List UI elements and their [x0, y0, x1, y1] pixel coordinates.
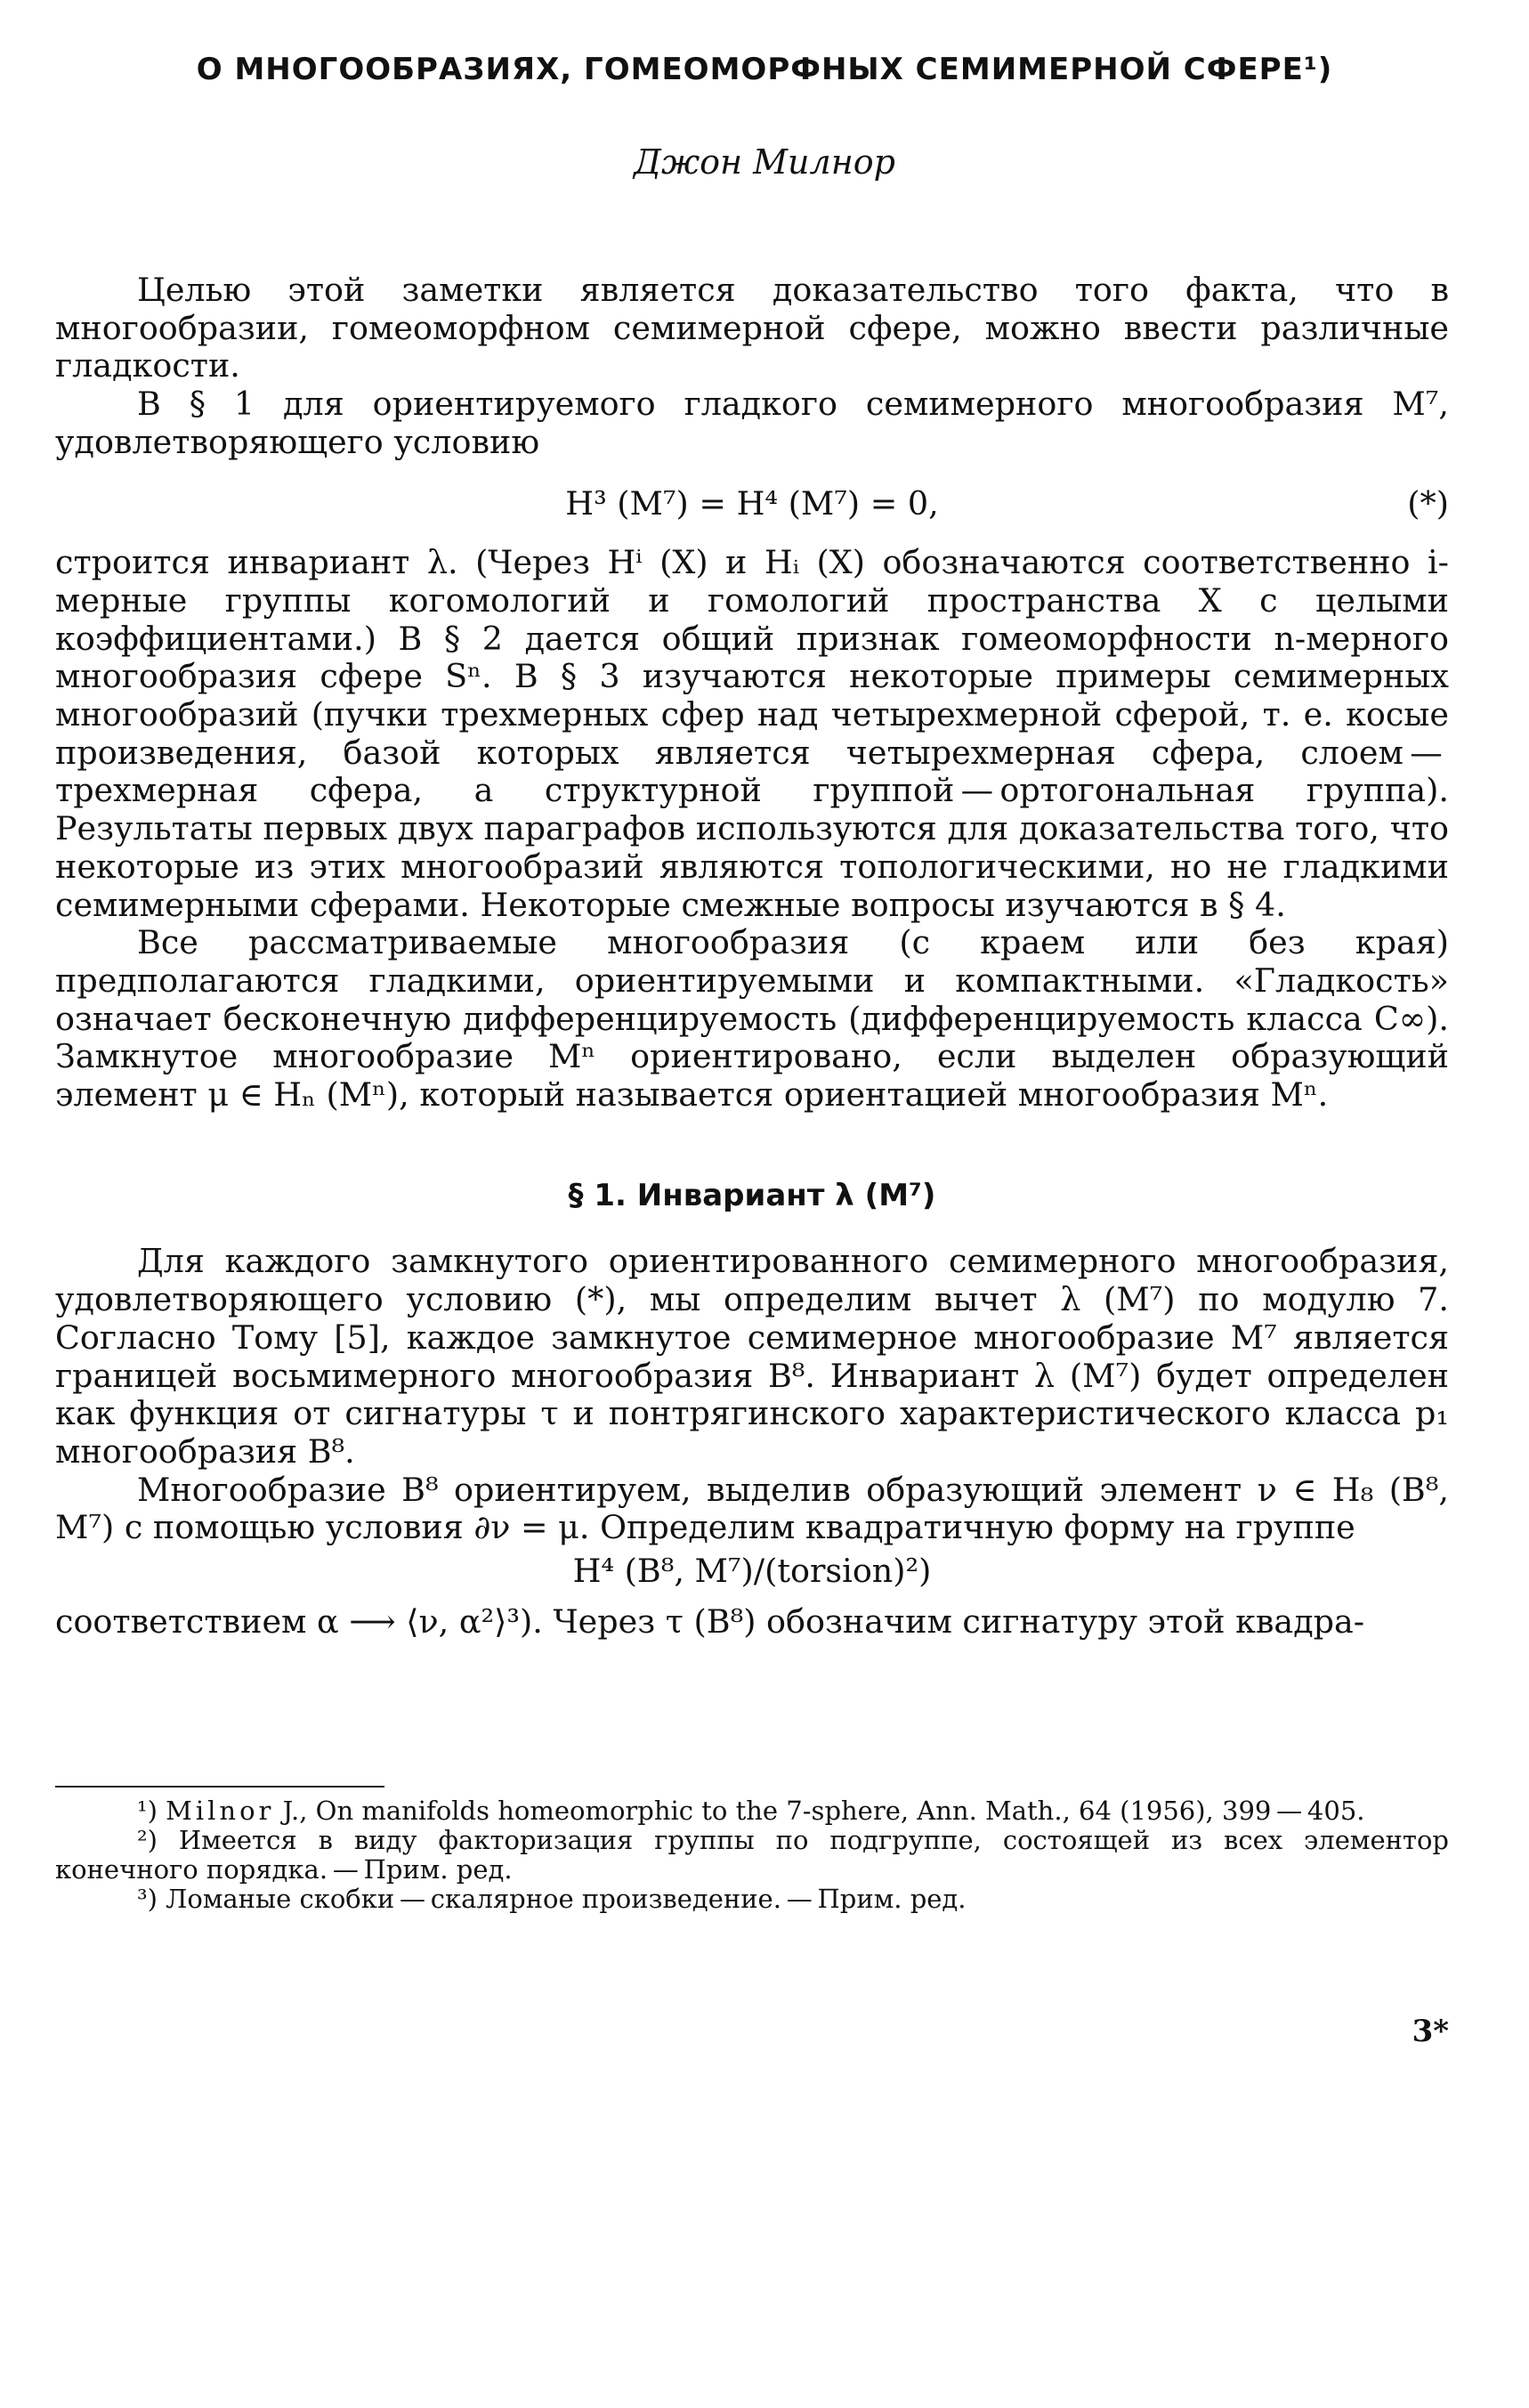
paragraph-outline: В § 1 для ориентируемого гладкого семимерного многообразия M⁷, удовлетворяющего условию — [55, 385, 1449, 461]
formula-group — [55, 1553, 1449, 1591]
author-name: Джон Милнор — [634, 142, 895, 182]
page-number: 3* — [1412, 2014, 1449, 2049]
formula-text: H³ (M⁷) = H⁴ (M⁷) = 0, — [565, 483, 939, 523]
footnote-divider — [55, 1786, 384, 1788]
footnote-2 — [55, 1826, 1449, 1885]
paragraph-purpose: Целью этой заметки является доказательство того факта, что в многообразии, гомеоморфном семимерной сфере, можно ввести различные гладкости. — [55, 271, 1449, 385]
formula-group-text: H⁴ (B⁸, M⁷)/(torsion)²) — [572, 1552, 932, 1591]
footnote-3 — [55, 1885, 1449, 1914]
formula-tag: (*) — [1407, 483, 1449, 523]
section-heading: § 1. Инвариант λ (M⁷) — [568, 1177, 936, 1213]
footnote-1 — [55, 1796, 1449, 1826]
paragraph-definition: Для каждого замкнутого ориентированного семимерного многообразия, удовлетворяющего условию (*), мы определим вычет λ (M⁷) по модулю 7. Согласно Тому [5], каждое замкнутое семимерное многообразие M⁷ является границей восьмимерного многообразия B⁸. Инвариант λ (M⁷) будет определен как функция от сигнатуры τ и понтрягинского характеристического класса p₁ многообразия B⁸. — [55, 1242, 1449, 1471]
footnote-mark: ²) — [137, 1825, 158, 1855]
footnote-text: J., On manifolds homeomorphic to the 7-sphere, Ann. Math., 64 (1956), 399 — 405. — [274, 1796, 1365, 1826]
paragraph-conventions: Все рассматриваемые многообразия (с краем или без края) предполагаются гладкими, ориентируемыми и компактными. «Гладкость» означает бесконечную дифференцируемость (дифференцируемость класса C∞). Замкнутое многообразие Mⁿ ориентировано, если выделен образующий элемент μ ∈ Hₙ (Mⁿ), который называется ориентацией многообразия Mⁿ. — [55, 923, 1449, 1115]
paragraph-signature: соответствием α ⟶ ⟨ν, α²⟩³). Через τ (B⁸) обозначим сигнатуру этой квадра- — [55, 1601, 1365, 1641]
formula-condition — [55, 485, 1449, 523]
footnote-author: Milnor — [166, 1796, 275, 1826]
main-text — [55, 272, 1449, 1642]
footnotes — [55, 1786, 1449, 1914]
paragraph-invariant: строится инвариант λ. (Через Hⁱ (X) и Hᵢ (X) обозначаются соответственно i-мерные группы когомологий и гомологий пространства X с целыми коэффициентами.) В § 2 дается общий признак гомеоморфности n-мерного многообразия сфере Sⁿ. В § 3 изучаются некоторые примеры семимерных многообразий (пучки трехмерных сфер над четырехмерной сферой, т. е. косые произведения, базой которых является четырехмерная сфера, слоем — трехмерная сфера, а структурной группой — ортогональная группа). Результаты первых двух параграфов используются для доказательства того, что некоторые из этих многообразий являются топологическими, но не гладкими семимерными сферами. Некоторые смежные вопросы изучаются в § 4. — [55, 543, 1449, 924]
footnote-mark: ¹) — [137, 1796, 158, 1826]
footnote-text: Имеется в виду факторизация группы по подгруппе, состоящей из всех элементор конечного порядка. — Прим. ред. — [55, 1825, 1450, 1885]
footnote-text: Ломаные скобки — скалярное произведение. — Прим. ред. — [166, 1884, 967, 1914]
footnote-mark: ³) — [137, 1884, 158, 1914]
paragraph-orientation: Многообразие B⁸ ориентируем, выделив образующий элемент ν ∈ H₈ (B⁸, M⁷) с помощью условия ∂ν = μ. Определим квадратичную форму на группе — [55, 1470, 1449, 1547]
paper-title: О МНОГООБРАЗИЯХ, ГОМЕОМОРФНЫХ СЕМИМЕРНОЙ СФЕРЕ¹) — [196, 52, 1333, 87]
